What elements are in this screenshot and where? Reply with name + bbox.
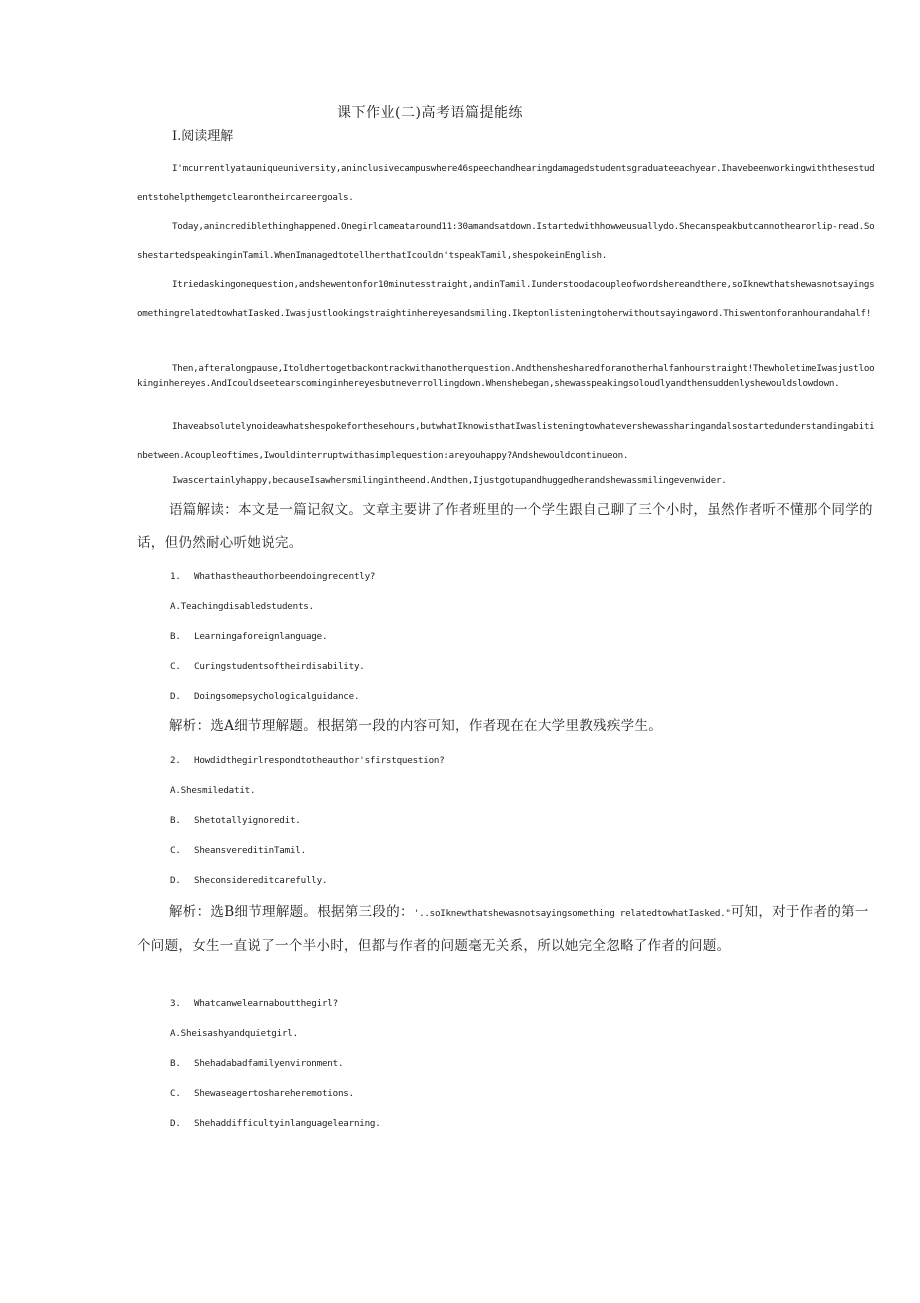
analysis-2-quote: '..soIknewthatshewasnotsayingsomething relatedtowhatIasked." [413, 908, 731, 919]
passage-paragraph-5: Ihaveabsolutelynoideawhatshespokeforthesehours,butwhatIknowisthatIwaslisteningtowhatevershewassharingandalsostartedunderstandingabitinbetween.Acoupleoftimes,Iwouldinterruptwithasimplequestion:areyouhappy?Andshewouldcontinueon. [137, 421, 875, 461]
option-3a [170, 1028, 298, 1039]
option-2b [170, 815, 301, 826]
option-label: B. [170, 631, 181, 642]
option-text: Shesmiledatit. [180, 785, 256, 796]
option-2c [170, 845, 306, 856]
option-3d [170, 1118, 381, 1129]
option-3c [170, 1088, 354, 1099]
option-text: Curingstudentsoftheirdisability. [194, 661, 365, 672]
question-stem: Whathastheauthorbeendoingrecently? [194, 571, 376, 582]
option-2a [170, 785, 255, 796]
option-1a [170, 601, 314, 612]
option-1d [170, 691, 359, 702]
option-label: D. [170, 875, 181, 886]
option-text: Sheisashyandquietgirl. [180, 1028, 298, 1039]
question-number: 3. [170, 998, 181, 1009]
analysis-2-rest: 可知，对于作者的第一个问题，女生一直说了一个半小时，但都与作者的问题毫无关系，所以她完全忽略了作者的问题。 [137, 904, 869, 954]
option-2d [170, 875, 327, 886]
passage-paragraph-6: Iwascertainlyhappy,becauseIsawhersmilingintheend.Andthen,Ijustgotupandhuggedherandshewassmilingevenwider. [172, 475, 727, 486]
passage-paragraph-2: Today,anincrediblethinghappened.Onegirlcameataround11:30amandsatdown.Istartedwithhowweusuallydo.Shecanspeakbutcannothearorlip-read.SoshestartedspeakinginTamil.WhenImanagedtotellherthatIcouldn'tspeakTamil,shespokeinEnglish. [137, 221, 875, 261]
option-text: Teachingdisabledstudents. [180, 601, 314, 612]
passage-paragraph-3: Itriedaskingonequestion,andshewentonfor10minutesstraight,andinTamil.Iunderstoodacoupleofwordshereandthere,soIknewthatshewasnotsayingsomethingrelatedtowhatIasked.Iwasjustlookingstraightinhereyesandsmiling.Ikeptonlisteningtoherwithoutsayingaword.Thiswentonforanhourandahalf! [137, 279, 875, 319]
analysis-1: 解析：选A细节理解题。根据第一段的内容可知，作者现在在大学里教残疾学生。 [169, 718, 663, 734]
option-label: C. [170, 1088, 181, 1099]
option-text: Shehaddifficultyinlanguagelearning. [194, 1118, 381, 1129]
page-title: 课下作业(二)高考语篇提能练 [337, 105, 523, 121]
option-text: Shehadabadfamilyenvironment. [194, 1058, 344, 1069]
option-label: A. [170, 601, 181, 612]
option-label: D. [170, 1118, 181, 1129]
option-label: D. [170, 691, 181, 702]
option-label: B. [170, 1058, 181, 1069]
analysis-2-lead: 解析：选B细节理解题。根据第三段的： [169, 904, 414, 920]
passage-summary: 语篇解读：本文是一篇记叙文。文章主要讲了作者班里的一个学生跟自己聊了三个小时，虽然作者听不懂那个同学的话，但仍然耐心听她说完。 [137, 502, 873, 551]
option-text: Learningaforeignlanguage. [194, 631, 328, 642]
option-text: Doingsomepsychologicalguidance. [194, 691, 360, 702]
passage-paragraph-1: I'mcurrentlyatauniqueuniversity,aninclusivecampuswhere46speechandhearingdamagedstudentsgraduateeachyear.Ihavebeenworkingwiththesestudentstohelpthemgetclearontheircareergoals. [137, 163, 875, 203]
option-label: A. [170, 1028, 181, 1039]
question-number: 1. [170, 571, 181, 582]
section-heading: I.阅读理解 [172, 129, 234, 144]
question-2 [170, 755, 445, 766]
option-1c [170, 661, 365, 672]
question-1 [170, 571, 375, 582]
question-stem: Whatcanwelearnaboutthegirl? [194, 998, 338, 1009]
option-text: Sheconsidereditcarefully. [194, 875, 328, 886]
question-3 [170, 998, 338, 1009]
question-stem: Howdidthegirlrespondtotheauthor'sfirstquestion? [194, 755, 445, 766]
option-3b [170, 1058, 343, 1069]
analysis-2 [137, 896, 882, 963]
option-1b [170, 631, 327, 642]
option-text: Shewaseagertoshareheremotions. [194, 1088, 354, 1099]
option-label: C. [170, 661, 181, 672]
option-text: Shetotallyignoredit. [194, 815, 301, 826]
option-label: A. [170, 785, 181, 796]
question-number: 2. [170, 755, 181, 766]
passage-paragraph-4: Then,afteralongpause,Itoldhertogetbackontrackwithanotherquestion.Andthenshesharedforanotherhalfanhourstraight!ThewholetimeIwasjustlookinginhereyes.AndIcouldseetearscominginhereyesbutneverrollingdown.Whenshebegan,shewasspeakingsoloudlyandthensuddenlyshewouldslowdown. [137, 363, 875, 389]
option-label: B. [170, 815, 181, 826]
option-label: C. [170, 845, 181, 856]
option-text: SheansvereditinTamil. [194, 845, 306, 856]
